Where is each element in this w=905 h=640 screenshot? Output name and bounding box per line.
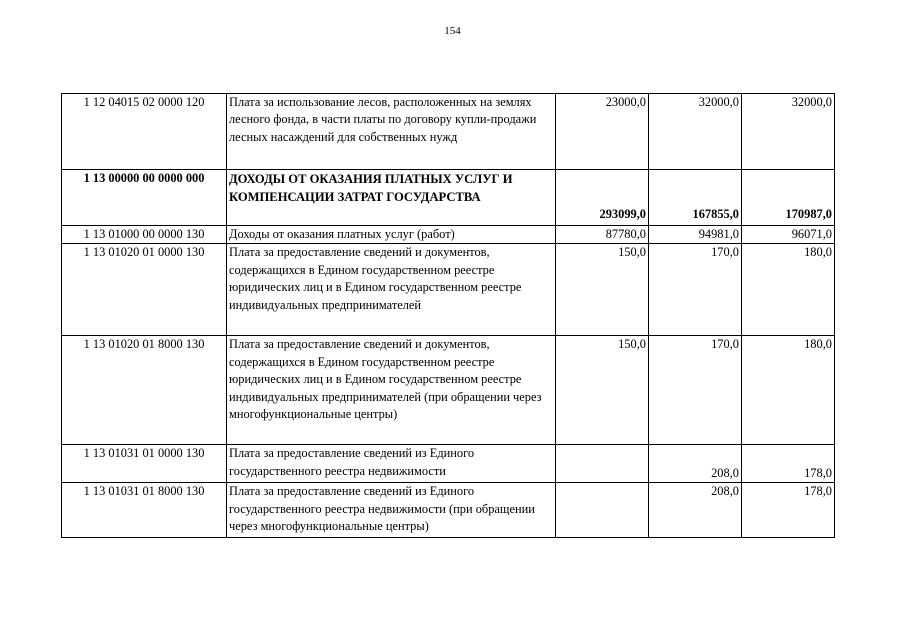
value-cell-3: 96071,0 [742, 226, 835, 244]
income-name-cell: Доходы от оказания платных услуг (работ) [227, 226, 556, 244]
income-name-cell: ДОХОДЫ ОТ ОКАЗАНИЯ ПЛАТНЫХ УСЛУГ И КОМПЕНСАЦИИ ЗАТРАТ ГОСУДАРСТВА [227, 170, 556, 226]
value-cell-3: 170987,0 [742, 170, 835, 226]
value-cell-2: 32000,0 [649, 94, 742, 170]
budget-code-cell: 1 13 01031 01 0000 130 [62, 445, 227, 483]
value-cell-3: 178,0 [742, 483, 835, 538]
value-cell-1: 87780,0 [556, 226, 649, 244]
value-cell-1: 150,0 [556, 336, 649, 445]
page-number: 154 [444, 25, 461, 37]
table-row [62, 94, 835, 170]
value-cell-2: 167855,0 [649, 170, 742, 226]
value-cell-2: 170,0 [649, 244, 742, 336]
table-row [62, 483, 835, 538]
income-name-cell: Плата за предоставление сведений из Единого государственного реестра недвижимости (при обращении через многофункциональные центры) [227, 483, 556, 538]
value-cell-1: 293099,0 [556, 170, 649, 226]
value-cell-2: 208,0 [649, 483, 742, 538]
value-cell-3: 178,0 [742, 445, 835, 483]
value-cell-2: 94981,0 [649, 226, 742, 244]
value-cell-2: 208,0 [649, 445, 742, 483]
value-cell-1: 150,0 [556, 244, 649, 336]
income-name-cell: Плата за предоставление сведений и документов, содержащихся в Едином государственном реестре юридических лиц и в Едином государственном реестре индивидуальных предпринимателей (при обращении через многофункциональные центры) [227, 336, 556, 445]
value-cell-3: 180,0 [742, 244, 835, 336]
table-row [62, 244, 835, 336]
value-cell-1 [556, 483, 649, 538]
income-name-cell: Плата за использование лесов, расположенных на землях лесного фонда, в части платы по договору купли-продажи лесных насаждений для собственных нужд [227, 94, 556, 170]
table-row [62, 445, 835, 483]
budget-code-cell: 1 13 01000 00 0000 130 [62, 226, 227, 244]
value-cell-1: 23000,0 [556, 94, 649, 170]
income-name-cell: Плата за предоставление сведений из Единого государственного реестра недвижимости [227, 445, 556, 483]
income-name-cell: Плата за предоставление сведений и документов, содержащихся в Едином государственном реестре юридических лиц и в Едином государственном реестре индивидуальных предпринимателей [227, 244, 556, 336]
budget-code-cell: 1 13 01020 01 8000 130 [62, 336, 227, 445]
budget-code-cell: 1 13 01031 01 8000 130 [62, 483, 227, 538]
budget-code-cell: 1 13 01020 01 0000 130 [62, 244, 227, 336]
budget-revenue-table [61, 93, 835, 538]
value-cell-3: 180,0 [742, 336, 835, 445]
budget-code-cell: 1 12 04015 02 0000 120 [62, 94, 227, 170]
value-cell-1 [556, 445, 649, 483]
table-row [62, 170, 835, 226]
table-row [62, 226, 835, 244]
table-row [62, 336, 835, 445]
budget-code-cell: 1 13 00000 00 0000 000 [62, 170, 227, 226]
value-cell-3: 32000,0 [742, 94, 835, 170]
value-cell-2: 170,0 [649, 336, 742, 445]
